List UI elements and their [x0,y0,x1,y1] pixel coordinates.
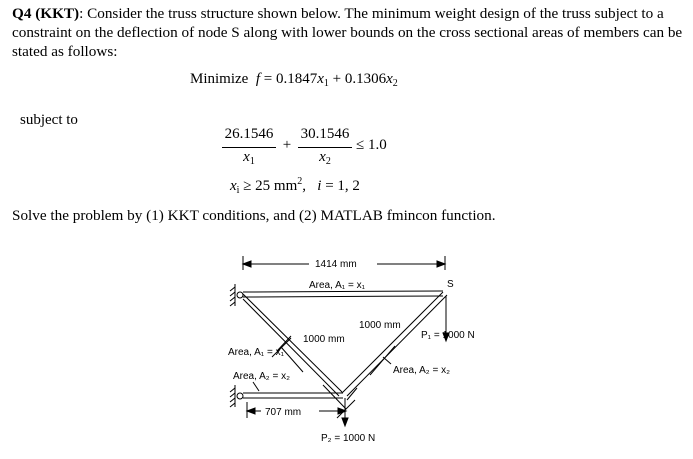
question-intro: : Consider the truss structure shown below. The minimum weight design of the truss subject to a constraint on the deflection of node S along with lower bounds on the cross sectional areas of members can be stated as follows: [12,5,683,60]
p2-label: P₂ = 1000 N [321,433,376,444]
fraction-1-denominator: $x_1$ [243,149,255,167]
subject-to-label: subject to [20,112,78,128]
right-area-label: Area, A₂ = x₂ [393,365,450,376]
dim-top-label: 1414 mm [315,259,357,270]
top-area-label: Area, A₁ = x₁ [309,280,365,291]
question-label: Q4 (KKT) [12,5,80,22]
dimension-diagonals [272,338,395,418]
top-support-icon [230,284,243,306]
problem-statement [12,4,688,61]
fraction-1-numerator: 26.1546 [224,126,274,142]
lower-bound: $x_i \ge 25$ $mm^2$, i = 1, 2 [230,176,360,196]
fraction-2-bar [298,147,352,148]
p1-label: P₁ = 1000 N [421,330,475,341]
member-right-diagonal [343,292,443,392]
member-top [243,291,443,292]
objective-function: Minimize $f = 0.1847x_1 + 0.1306x_2$ [190,71,398,89]
fraction-1-bar [222,147,276,148]
node-s-label: S [447,279,454,290]
constraint-rhs: ≤ 1.0 [356,137,387,153]
fraction-2-numerator: 30.1546 [300,126,350,142]
fraction-2-denominator: $x_2$ [319,149,331,167]
left-area-2-label: Area, A₂ = x₂ [233,371,290,382]
dim-bottom-label: 707 mm [265,407,302,418]
dim-diag-left-label: 1000 mm [303,334,345,345]
truss-diagram [225,240,495,452]
instruction: Solve the problem by (1) KKT conditions, and (2) MATLAB fmincon function. [12,207,496,224]
bottom-support-icon [230,385,243,407]
left-area-1-label: Area, A₁ = x₁ [228,347,284,358]
dim-diag-right-label: 1000 mm [359,320,401,331]
constraint-plus: + [282,137,292,153]
